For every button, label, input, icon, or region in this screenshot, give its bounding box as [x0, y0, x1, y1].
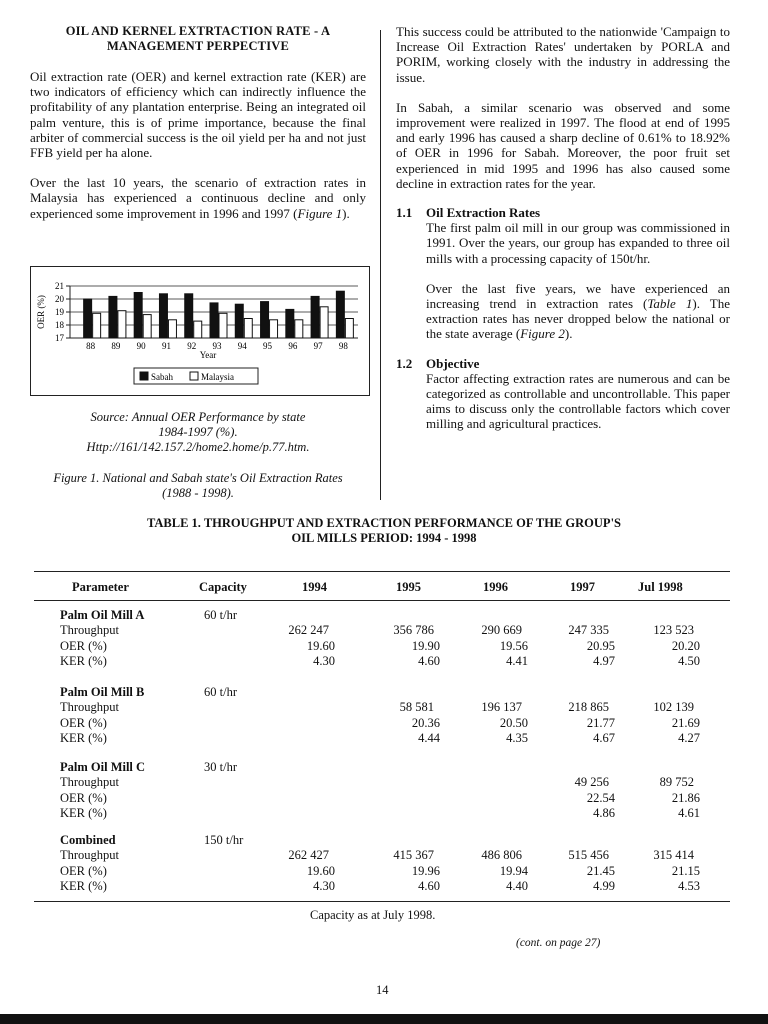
table-cell: 4.41 — [506, 654, 528, 669]
x-tick-label: 93 — [212, 341, 222, 351]
bar-sabah-98 — [336, 291, 344, 338]
source-line-1: Source: Annual OER Performance by state — [90, 410, 306, 424]
table-cell: 247 335 — [568, 623, 609, 638]
left-paragraph-2-text: Over the last 10 years, the scenario of extraction rates in Malaysia has experienced a continuous decline and only experienced some improvement in 1996 and 1997 ( — [30, 175, 366, 221]
row-label: KER (%) — [60, 806, 107, 821]
table-cell: 515 456 — [568, 848, 609, 863]
row-label: KER (%) — [60, 654, 107, 669]
table-cell: 4.97 — [593, 654, 615, 669]
row-label: Throughput — [60, 700, 120, 715]
table-cell: 49 256 — [574, 775, 609, 790]
x-tick-label: 95 — [263, 341, 273, 351]
section-1-1-title: Oil Extraction Rates — [426, 205, 541, 221]
bar-sabah-89 — [109, 296, 117, 338]
section-1-1-text-a: Over the last five years, we have experienced an increasing trend in extraction rates ( — [426, 280, 730, 312]
row-label: OER (%) — [60, 715, 107, 730]
table-cell: 19.56 — [499, 638, 528, 653]
section-1-1-heading — [396, 205, 730, 220]
bar-malaysia-96 — [295, 320, 303, 338]
y-axis-label: OER (%) — [36, 295, 46, 329]
table-cell: 20.20 — [671, 638, 700, 653]
figure-1-chart — [30, 266, 370, 396]
table-cell: 22.54 — [586, 790, 615, 805]
x-tick-label: 90 — [136, 341, 146, 351]
x-tick-label: 92 — [187, 341, 197, 351]
table-cell: 20.36 — [411, 715, 440, 730]
table-title-line-1: TABLE 1. THROUGHPUT AND EXTRACTION PERFORMANCE OF THE GROUP'S — [146, 516, 621, 530]
column-header-1994: 1994 — [302, 580, 327, 594]
table-cell: 4.40 — [506, 879, 528, 894]
oer-bar-chart — [30, 266, 370, 396]
table-cell: 415 367 — [393, 848, 434, 863]
row-label: KER (%) — [60, 879, 107, 894]
group-capacity: 60 t/hr — [204, 608, 237, 622]
section-1-1-text-c: ). — [564, 326, 573, 342]
group-name: Palm Oil Mill A — [60, 608, 145, 622]
bar-sabah-95 — [261, 302, 269, 338]
table-cell: 196 137 — [481, 700, 522, 715]
table-cell: 4.50 — [678, 654, 700, 669]
left-paragraph-2 — [30, 175, 366, 221]
table-cell: 21.77 — [586, 715, 615, 730]
section-1-2-title: Objective — [426, 355, 480, 371]
bar-sabah-92 — [185, 294, 193, 338]
continuation-note: (cont. on page 27) — [516, 937, 601, 949]
bar-sabah-90 — [134, 293, 142, 339]
bar-sabah-93 — [210, 303, 218, 338]
y-tick-label: 17 — [55, 333, 64, 343]
bar-sabah-96 — [286, 309, 294, 338]
table-cell: 19.60 — [306, 863, 335, 878]
section-1-2-heading — [396, 356, 730, 371]
table-cell: 58 581 — [399, 700, 434, 715]
section-1-2-number: 1.2 — [396, 355, 413, 371]
group-capacity: 150 t/hr — [204, 833, 244, 847]
group-capacity: 30 t/hr — [204, 760, 237, 774]
table-cell: 19.96 — [411, 863, 440, 878]
table-header-rule — [34, 600, 730, 601]
page-number: 14 — [376, 983, 389, 997]
column-header-1996: 1996 — [483, 580, 508, 594]
bar-sabah-97 — [311, 296, 319, 338]
table-1-title — [60, 516, 708, 546]
table-cell: 19.60 — [306, 638, 335, 653]
figure-1-reference: Figure 1 — [297, 205, 343, 221]
table-cell: 21.86 — [671, 790, 700, 805]
column-header-1995: 1995 — [396, 580, 421, 594]
table-title-line-2: OIL MILLS PERIOD: 1994 - 1998 — [291, 531, 477, 545]
table-1-reference: Table 1 — [647, 296, 693, 312]
section-1-1-paragraph-2 — [426, 281, 730, 342]
table-cell: 4.44 — [418, 731, 440, 746]
x-axis-label: Year — [199, 350, 217, 360]
table-cell: 21.15 — [671, 863, 700, 878]
x-tick-label: 89 — [111, 341, 121, 351]
y-tick-label: 19 — [55, 307, 64, 317]
table-cell: 218 865 — [568, 700, 609, 715]
table-cell: 486 806 — [481, 848, 522, 863]
column-header-jul-1998: Jul 1998 — [638, 580, 683, 594]
x-tick-label: 88 — [86, 341, 96, 351]
table-cell: 4.53 — [678, 879, 700, 894]
legend-swatch-sabah — [140, 372, 148, 380]
right-column — [396, 24, 730, 432]
table-cell: 262 427 — [288, 848, 329, 863]
article-title-line2: MANAGEMENT PERPECTIVE — [106, 39, 290, 53]
row-label: OER (%) — [60, 863, 107, 878]
group-capacity: 60 t/hr — [204, 685, 237, 699]
y-tick-label: 18 — [55, 320, 64, 330]
scan-edge-bar — [0, 1014, 768, 1024]
section-1-1-text-b: ). The extraction rates has never dropped below the national or the state average ( — [426, 296, 730, 342]
table-cell: 4.35 — [506, 731, 528, 746]
table-cell: 4.27 — [678, 731, 700, 746]
group-name: Palm Oil Mill C — [60, 760, 146, 774]
row-label: Throughput — [60, 623, 120, 638]
article-title — [30, 24, 366, 54]
left-column — [30, 24, 366, 221]
source-line-2: 1984-1997 (%). — [158, 425, 238, 439]
table-cell: 20.95 — [586, 638, 615, 653]
legend-label-malaysia: Malaysia — [201, 372, 234, 382]
legend-label-sabah: Sabah — [151, 372, 173, 382]
row-label: Throughput — [60, 775, 120, 790]
left-paragraph-2-end: ). — [342, 205, 350, 221]
caption-line-2: (1988 - 1998). — [162, 486, 234, 500]
figure-source — [30, 410, 366, 455]
table-top-rule — [34, 571, 730, 572]
table-cell: 315 414 — [653, 848, 694, 863]
figure-caption — [30, 471, 366, 501]
bar-sabah-88 — [84, 299, 92, 338]
y-tick-label: 21 — [55, 281, 64, 291]
table-cell: 19.94 — [499, 863, 528, 878]
right-paragraph-1: This success could be attributed to the nationwide 'Campaign to Increase Oil Extraction Rates' undertaken by PORLA and PORIM, working closely with the industry in addressing the issue. — [396, 24, 730, 85]
group-name: Combined — [60, 833, 116, 847]
section-1-1-number: 1.1 — [396, 205, 413, 221]
table-cell: 123 523 — [653, 623, 694, 638]
y-tick-label: 20 — [55, 294, 64, 304]
column-divider — [380, 30, 381, 500]
group-name: Palm Oil Mill B — [60, 685, 145, 699]
table-cell: 4.30 — [313, 879, 335, 894]
bar-malaysia-91 — [168, 320, 176, 338]
bar-sabah-91 — [159, 294, 167, 338]
source-line-3: Http://161/142.157.2/home2.home/p.77.htm. — [86, 440, 310, 454]
row-label: KER (%) — [60, 731, 107, 746]
table-cell: 4.60 — [418, 879, 440, 894]
table-footnote: Capacity as at July 1998. — [310, 908, 436, 922]
table-cell: 19.90 — [411, 638, 440, 653]
left-paragraph-1: Oil extraction rate (OER) and kernel extraction rate (KER) are two indicators of efficiency which can indirectly influence the profitability of any plantation enterprise. Being an integrated oil palm venture, this is of prime importance, because the final arbiter of commercial success is the oil yield per ha and not just FFB yield per ha alone. — [30, 69, 366, 161]
x-tick-label: 97 — [313, 341, 323, 351]
section-1-1-body — [396, 220, 730, 341]
table-cell: 356 786 — [393, 623, 434, 638]
bar-malaysia-94 — [244, 319, 252, 339]
figure-2-reference: Figure 2 — [520, 326, 565, 342]
bar-malaysia-92 — [194, 321, 202, 338]
x-tick-label: 91 — [161, 341, 171, 351]
bar-malaysia-93 — [219, 313, 227, 338]
column-header-1997: 1997 — [570, 580, 595, 594]
table-bottom-rule — [34, 901, 730, 902]
row-label: OER (%) — [60, 790, 107, 805]
bar-malaysia-97 — [320, 307, 328, 338]
section-1-2-paragraph-1: Factor affecting extraction rates are numerous and can be categorized as controllable and uncontrollable. This paper aims to discuss only the controllable factors which cover milling and agricultural practices. — [426, 370, 730, 432]
column-header-capacity: Capacity — [199, 580, 247, 594]
table-cell: 290 669 — [481, 623, 522, 638]
bar-malaysia-89 — [118, 311, 126, 338]
section-1-2-body — [396, 371, 730, 432]
bar-malaysia-90 — [143, 315, 151, 338]
section-1-1-paragraph-1: The first palm oil mill in our group was commissioned in 1991. Over the years, our group has expanded to three oil mills with a processing capacity of 150t/hr. — [426, 220, 730, 266]
bar-malaysia-98 — [345, 319, 353, 339]
table-cell: 4.30 — [313, 654, 335, 669]
bar-malaysia-95 — [270, 320, 278, 338]
x-tick-label: 96 — [288, 341, 298, 351]
x-tick-label: 94 — [237, 341, 247, 351]
right-paragraph-2: In Sabah, a similar scenario was observed and some improvement were realized in 1997. The flood at end of 1995 and early 1996 has caused a sharp decline of 0.61% to 18.92% of OER in 1996 for Sabah. Moreover, the poor fruit set experienced in mid 1995 and 1996 has also caused some decline in extraction rates for the year. — [396, 99, 730, 191]
table-cell: 4.99 — [593, 879, 615, 894]
table-cell: 262 247 — [288, 623, 329, 638]
x-tick-label: 98 — [338, 341, 348, 351]
row-label: Throughput — [60, 848, 120, 863]
bar-malaysia-88 — [93, 313, 101, 338]
row-label: OER (%) — [60, 638, 107, 653]
article-title-line1: OIL AND KERNEL EXTRTACTION RATE - A — [65, 24, 331, 38]
legend-swatch-malaysia — [190, 372, 198, 380]
table-cell: 21.45 — [586, 863, 615, 878]
table-cell: 21.69 — [671, 715, 700, 730]
bar-sabah-94 — [235, 304, 243, 338]
table-cell: 4.60 — [418, 654, 440, 669]
table-cell: 20.50 — [499, 715, 528, 730]
table-cell: 4.61 — [678, 806, 700, 821]
table-cell: 4.67 — [593, 731, 615, 746]
column-header-parameter: Parameter — [72, 580, 129, 594]
table-cell: 89 752 — [659, 775, 694, 790]
table-cell: 102 139 — [653, 700, 694, 715]
table-cell: 4.86 — [593, 806, 615, 821]
caption-line-1: Figure 1. National and Sabah state's Oil Extraction Rates — [53, 471, 343, 485]
